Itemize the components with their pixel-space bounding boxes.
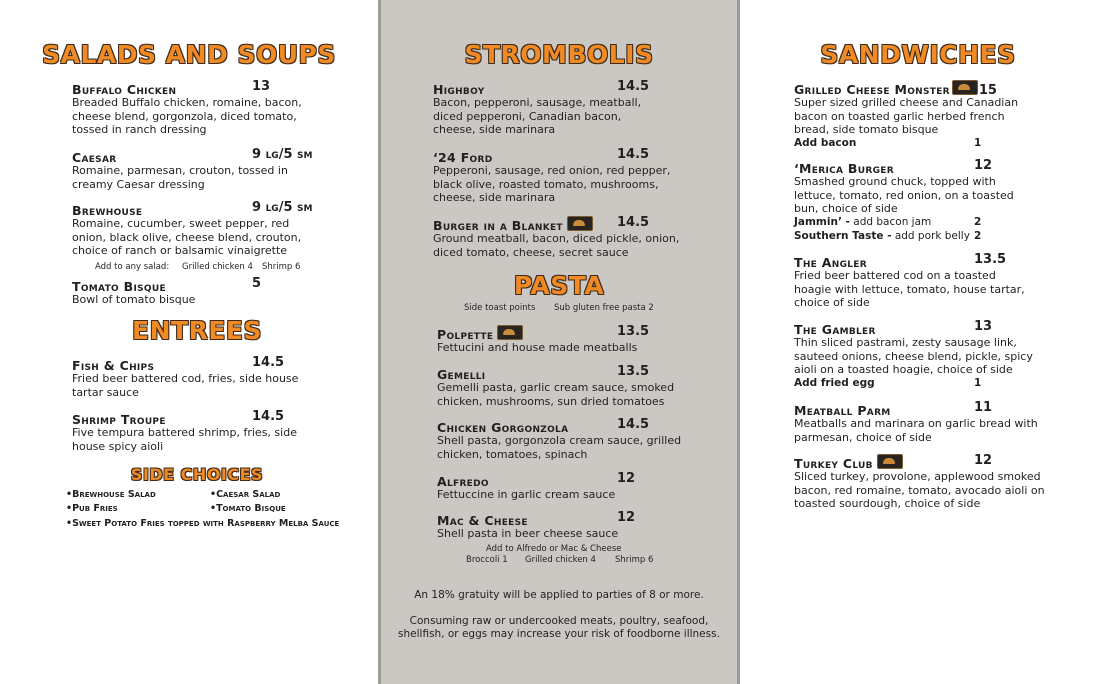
item-description: Fried beer battered cod on a toasted hoagie with lettuce, tomato, house tartar, choice of side — [794, 269, 1025, 310]
menu-item-the-gambler — [794, 319, 1094, 391]
item-name: Turkey Club — [794, 456, 873, 471]
addon-price: 1 — [974, 136, 982, 149]
side-item: •Pub Fries — [66, 503, 118, 514]
item-description: Fettucini and house made meatballs — [437, 341, 638, 354]
addon-text: add bacon jam — [849, 215, 932, 228]
addon-jammin — [794, 216, 1094, 230]
menu-item-shrimp-troupe — [72, 409, 372, 453]
item-price: 9 lg/5 sm — [252, 147, 313, 162]
item-name: Shrimp Troupe — [72, 412, 166, 427]
item-description: Five tempura battered shrimp, fries, side house spicy aioli — [72, 426, 297, 453]
item-description: Shell pasta in beer cheese sauce — [437, 527, 619, 540]
item-description: Smashed ground chuck, topped with lettuce, tomato, red onion, on a toasted bun, choice of side — [794, 175, 1014, 216]
item-price: 13 — [974, 319, 993, 334]
side-item: •Caesar Salad — [210, 489, 281, 500]
item-price: 13.5 — [617, 324, 650, 339]
menu-item-24-ford — [433, 147, 733, 205]
addon-label: Add bacon — [794, 136, 857, 149]
salad-addon-text: Add to any salad: — [95, 262, 170, 272]
menu-item-alfredo — [437, 471, 727, 502]
addon-southern-taste — [794, 230, 1094, 244]
item-price: 12 — [617, 510, 636, 525]
pasta-addon-broccoli: Broccoli 1 — [466, 555, 508, 565]
item-name: Grilled Cheese Monster — [794, 82, 950, 97]
menu-item-caesar — [72, 147, 372, 191]
menu-item-burger-in-a-blanket — [433, 215, 733, 259]
item-name: Mac & Cheese — [437, 513, 528, 528]
menu-item-merica-burger — [794, 158, 1094, 244]
gratuity-note: An 18% gratuity will be applied to parties of 8 or more. — [414, 589, 704, 601]
side-item: •Brewhouse Salad — [66, 489, 156, 500]
item-description: Gemelli pasta, garlic cream sauce, smoked chicken, mushrooms, sun dried tomatoes — [437, 381, 675, 408]
menu-item-meatball-parm — [794, 400, 1094, 444]
menu-item-grilled-cheese-monster — [794, 79, 1094, 151]
item-name: Chicken Gorgonzola — [437, 420, 569, 435]
item-price: 14.5 — [252, 355, 285, 370]
item-price: 14.5 — [617, 215, 650, 230]
menu-item-buffalo-chicken — [72, 79, 372, 137]
item-description: Fried beer battered cod, fries, side house tartar sauce — [72, 372, 299, 399]
menu-item-brewhouse — [72, 200, 372, 258]
addon-label: Southern Taste - — [794, 229, 892, 242]
salads-entrees-column — [0, 0, 378, 684]
pasta-gluten-note: Sub gluten free pasta 2 — [554, 303, 654, 313]
item-name: ‘24 Ford — [433, 150, 493, 165]
entrees-heading: ENTREES — [132, 316, 262, 345]
item-name: Tomato Bisque — [72, 279, 166, 294]
house-favorite-icon — [567, 216, 593, 231]
item-description: Super sized grilled cheese and Canadian bacon on toasted garlic herbed french bread, side tomato bisque — [794, 96, 1019, 137]
item-price: 13.5 — [974, 252, 1007, 267]
addon-price: 2 — [974, 215, 982, 228]
item-name: Alfredo — [437, 474, 489, 489]
item-price: 14.5 — [617, 147, 650, 162]
item-price: 9 lg/5 sm — [252, 200, 313, 215]
item-price: 15 — [978, 83, 997, 98]
item-description: Meatballs and marinara on garlic bread with parmesan, choice of side — [794, 417, 1038, 444]
item-price: 14.5 — [617, 79, 650, 94]
food-safety-warning-line2: shellfish, or eggs may increase your risk of foodborne illness. — [398, 628, 720, 640]
item-price: 13.5 — [617, 364, 650, 379]
salad-addon-shrimp: Shrimp 6 — [262, 262, 301, 272]
house-favorite-icon — [952, 80, 978, 95]
menu-item-polpette — [437, 324, 727, 355]
sandwiches-column — [740, 0, 1116, 684]
item-name: Caesar — [72, 150, 117, 165]
addon-fried-egg — [794, 377, 1094, 391]
item-description: Ground meatball, bacon, diced pickle, onion, diced tomato, cheese, secret sauce — [433, 232, 680, 259]
item-description: Bacon, pepperoni, sausage, meatball, diced pepperoni, Canadian bacon, cheese, side marinara — [433, 96, 642, 137]
item-price: 12 — [974, 158, 993, 173]
addon-price: 2 — [974, 229, 982, 242]
item-name: Highboy — [433, 82, 485, 97]
menu-item-turkey-club — [794, 453, 1094, 511]
strombolis-pasta-column — [378, 0, 740, 684]
addon-price: 1 — [974, 376, 982, 389]
item-price: 12 — [617, 471, 636, 486]
pasta-toast-note: Side toast points — [464, 303, 536, 313]
pasta-heading: PASTA — [513, 271, 605, 300]
item-price: 13 — [252, 79, 271, 94]
pasta-addon-title: Add to Alfredo or Mac & Cheese — [486, 544, 622, 554]
pasta-addon-shrimp: Shrimp 6 — [615, 555, 654, 565]
sandwiches-heading: SANDWICHES — [820, 40, 1016, 69]
salad-addon-chicken: Grilled chicken 4 — [182, 262, 253, 272]
item-description: Breaded Buffalo chicken, romaine, bacon, cheese blend, gorgonzola, diced tomato, tossed in ranch dressing — [72, 96, 302, 137]
addon-label: Add fried egg — [794, 376, 875, 389]
item-price: 14.5 — [617, 417, 650, 432]
item-description: Pepperoni, sausage, red onion, red pepper, black olive, roasted tomato, mushrooms, cheese, side marinara — [433, 164, 671, 205]
item-name: The Angler — [794, 255, 867, 270]
item-name: Gemelli — [437, 367, 486, 382]
menu-item-mac-cheese — [437, 510, 727, 541]
item-description: Sliced turkey, provolone, applewood smoked bacon, red romaine, tomato, avocado aioli on toasted sourdough, choice of side — [794, 470, 1045, 511]
menu-item-the-angler — [794, 252, 1094, 310]
menu-item-highboy — [433, 79, 733, 137]
item-name: Buffalo Chicken — [72, 82, 177, 97]
item-price: 12 — [974, 453, 993, 468]
addon-label: Jammin’ - — [794, 215, 850, 228]
side-item: •Sweet Potato Fries topped with Raspberry Melba Sauce — [66, 518, 340, 529]
item-name: Brewhouse — [72, 203, 143, 218]
item-price: 14.5 — [252, 409, 285, 424]
item-name: Burger in a Blanket — [433, 218, 563, 233]
item-description: Shell pasta, gorgonzola cream sauce, grilled chicken, tomatoes, spinach — [437, 434, 682, 461]
item-price: 11 — [974, 400, 993, 415]
addon-text: add pork belly — [891, 229, 970, 242]
item-description: Bowl of tomato bisque — [72, 293, 196, 306]
house-favorite-icon — [877, 454, 903, 469]
strombolis-heading: STROMBOLIS — [464, 40, 654, 69]
item-description: Romaine, cucumber, sweet pepper, red onion, black olive, cheese blend, crouton, choice of ranch or balsamic vinaigrette — [72, 217, 302, 258]
item-name: Fish & Chips — [72, 358, 155, 373]
item-name: Polpette — [437, 327, 494, 342]
menu-item-gemelli — [437, 364, 727, 408]
pasta-addon-chicken: Grilled chicken 4 — [525, 555, 596, 565]
menu-item-tomato-bisque — [72, 276, 372, 307]
side-choices-heading: SIDE CHOICES — [130, 465, 264, 484]
item-name: ‘Merica Burger — [794, 161, 894, 176]
addon-bacon — [794, 137, 1094, 151]
item-price: 5 — [252, 276, 262, 291]
house-favorite-icon — [497, 325, 523, 340]
food-safety-warning-line1: Consuming raw or undercooked meats, poultry, seafood, — [409, 615, 709, 627]
item-description: Fettuccine in garlic cream sauce — [437, 488, 616, 501]
item-description: Romaine, parmesan, crouton, tossed in creamy Caesar dressing — [72, 164, 288, 191]
item-description: Thin sliced pastrami, zesty sausage link, sauteed onions, cheese blend, pickle, spicy aioli on a toasted hoagie, choice of side — [794, 336, 1033, 377]
item-name: The Gambler — [794, 322, 876, 337]
side-item: •Tomato Bisque — [210, 503, 286, 514]
menu-item-chicken-gorgonzola — [437, 417, 727, 461]
item-name: Meatball Parm — [794, 403, 891, 418]
salads-soups-heading: SALADS AND SOUPS — [42, 40, 336, 69]
menu-item-fish-chips — [72, 355, 372, 399]
